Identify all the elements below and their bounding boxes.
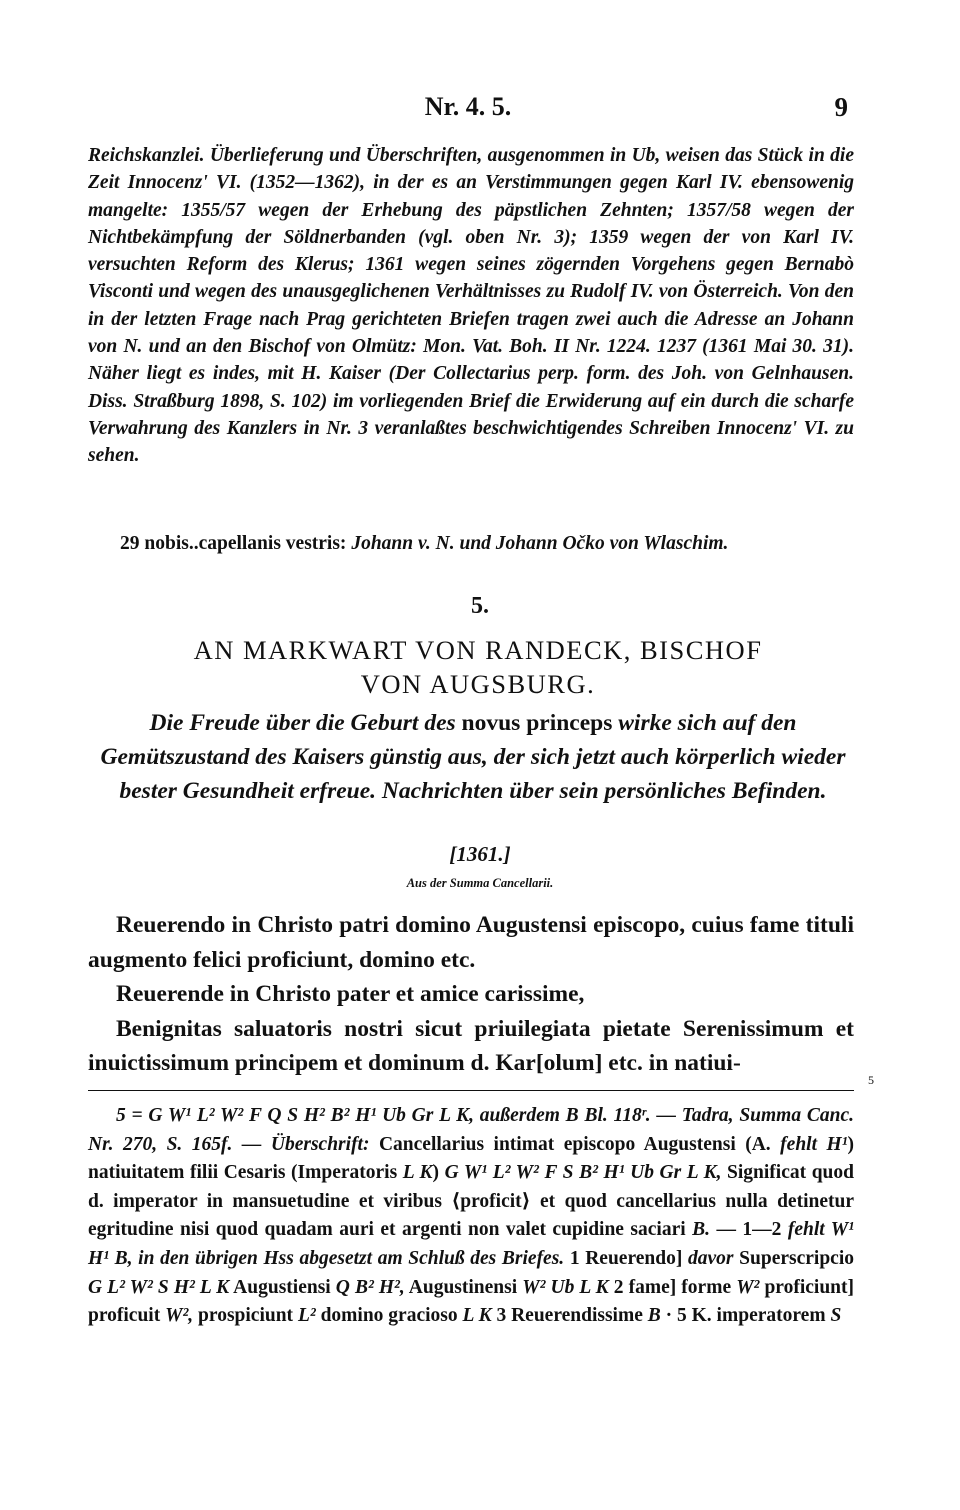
document-date: [1361.] <box>449 842 511 866</box>
apparatus-segment: G L² W² S H² L K <box>88 1276 230 1298</box>
apparatus-segment: ) natiuitatem filii Cesaris (Imperatoris <box>88 1133 855 1184</box>
regest-roman: novus princeps <box>461 710 613 736</box>
regest-part-2: wirke sich auf den Gemütszustand des Kaisers günstig aus, der sich jetzt auch körperlich wieder bester Gesundheit erfreue. Nachrichten über sein persönliches Befinden. <box>100 710 846 804</box>
document-source: Aus der Summa Cancellarii. <box>406 876 554 890</box>
preceding-commentary <box>88 142 854 470</box>
line-note-italic: Johann v. N. und Johann Očko von Wlaschim. <box>351 533 729 554</box>
apparatus-segment: Augustinensi <box>404 1276 523 1298</box>
apparatus-segment: ) <box>432 1162 445 1184</box>
apparatus-segment: Superscripcio <box>733 1247 854 1269</box>
apparatus-segment: B. <box>692 1219 710 1241</box>
letter-text <box>88 908 854 1081</box>
line-note-lead: 29 nobis..capellanis vestris: <box>120 533 347 554</box>
footnote-rule <box>88 1090 854 1091</box>
apparatus-segment: — 1—2 <box>710 1219 788 1241</box>
apparatus-segment: L² <box>297 1305 316 1327</box>
title-line-1: AN MARKWART VON RANDECK, BISCHOF <box>193 635 763 665</box>
apparatus-segment: 5 = G W¹ L² W² F Q S H² B² H¹ Ub Gr L K, außerdem B Bl. 118ʳ. — Tadra, Summa Canc. Nr. 270, S. 165f. — Überschrift: <box>88 1105 854 1155</box>
apparatus-segment: proficiunt] proficuit <box>88 1276 855 1327</box>
apparatus-segment: · 5 K. imperatorem <box>660 1305 831 1327</box>
commentary-paragraph: Reichskanzlei. Überlieferung und Überschriften, ausgenommen in Ub, weisen das Stück in die Zeit Innocenz' VI. (1352—1362), in der es an Verstimmungen gegen Karl IV. ebensowenig mangelte: 1355/57 wegen der Erhebung des päpstlichen Zehnten; 1357/58 wegen der Nichtbekämpfung der Söldnerbanden (vgl. oben Nr. 3); 1359 wegen der von Karl IV. versuchten Reform des Klerus; 1361 wegen seines zögernden Vorgehens gegen Bernabò Visconti und wegen des unausgeglichenen Verhältnisses zu Rudolf IV. von Österreich. Von den in der letzten Frage nach Prag gerichteten Briefen tragen zwei auch die Adresse an Johann von N. und an den Bischof von Olmütz: Mon. Vat. Boh. II Nr. 1224. 1237 (1361 Mai 30. 31). Näher liegt es indes, mit H. Kaiser (Der Collectarius perp. form. des Joh. von Gelnhausen. Diss. Straßburg 1898, S. 102) im vorliegenden Brief die Erwiderung auf ein durch die scharfe Verwahrung des Kanzlers in Nr. 3 veranlaßtes beschwichtigendes Schreiben Innocenz' VI. zu sehen. <box>88 145 854 467</box>
apparatus-paragraph <box>88 1102 854 1331</box>
apparatus-segment: W² Ub L K <box>522 1276 609 1298</box>
letter-body: Benignitas saluatoris nostri sicut priuilegiata pietate Serenissimum et inuictissimum principem et dominum d. Kar[olum] etc. in natiui- <box>88 1015 854 1076</box>
apparatus-segment: Cancellarius intimat episcopo Augustensi (A. <box>369 1133 781 1155</box>
apparatus-segment: W² <box>736 1276 760 1298</box>
apparatus-segment: davor <box>688 1247 734 1269</box>
page-number: 9 <box>834 92 848 122</box>
critical-apparatus <box>88 1102 854 1331</box>
running-header <box>88 92 848 132</box>
apparatus-segment: W², <box>165 1305 194 1327</box>
apparatus-segment: fehlt W¹ H¹ B, in den übrigen Hss abgesetzt am Schluß des Briefes. <box>88 1219 854 1269</box>
apparatus-segment: Augustiensi <box>229 1276 336 1298</box>
apparatus-segment: L K <box>462 1305 492 1327</box>
apparatus-segment: 3 Reuerendissime <box>491 1305 648 1327</box>
document-title <box>88 633 868 701</box>
regest-part-1: Die Freude über die Geburt des <box>149 710 456 736</box>
apparatus-segment: fehlt H¹ <box>780 1133 848 1155</box>
document-number-header: Nr. 4. 5. <box>424 92 512 121</box>
apparatus-segment: Q B² H², <box>335 1276 405 1298</box>
line-note-29 <box>120 530 860 558</box>
apparatus-segment: domino gracioso <box>315 1305 463 1327</box>
apparatus-segment: L K <box>402 1162 433 1184</box>
apparatus-segment: 1 Reuerendo] <box>564 1247 689 1269</box>
apparatus-segment: B <box>647 1305 661 1327</box>
document-number: 5. <box>471 593 489 619</box>
letter-salutation: Reuerende in Christo pater et amice carissime, <box>116 981 585 1007</box>
regest-summary <box>88 706 858 808</box>
apparatus-segment: G W¹ L² W² F S B² H¹ Ub Gr L K, <box>444 1162 722 1184</box>
letter-address: Reuerendo in Christo patri domino Augustensi episcopo, cuius fame tituli augmento felici proficiunt, domino etc. <box>88 912 854 973</box>
apparatus-segment: S <box>830 1305 842 1327</box>
apparatus-segment: 2 fame] forme <box>608 1276 737 1298</box>
apparatus-segment: prospiciunt <box>193 1305 298 1327</box>
title-line-2: VON AUGSBURG. <box>360 669 596 699</box>
margin-line-number: 5 <box>868 1073 874 1087</box>
apparatus-segment: Significat quod d. imperator in mansuetudine et viribus ⟨proficit⟩ et quod cancellarius nulla detinetur egritudine nisi quod quadam auri et argenti non valet cupidine saciari <box>88 1162 854 1241</box>
